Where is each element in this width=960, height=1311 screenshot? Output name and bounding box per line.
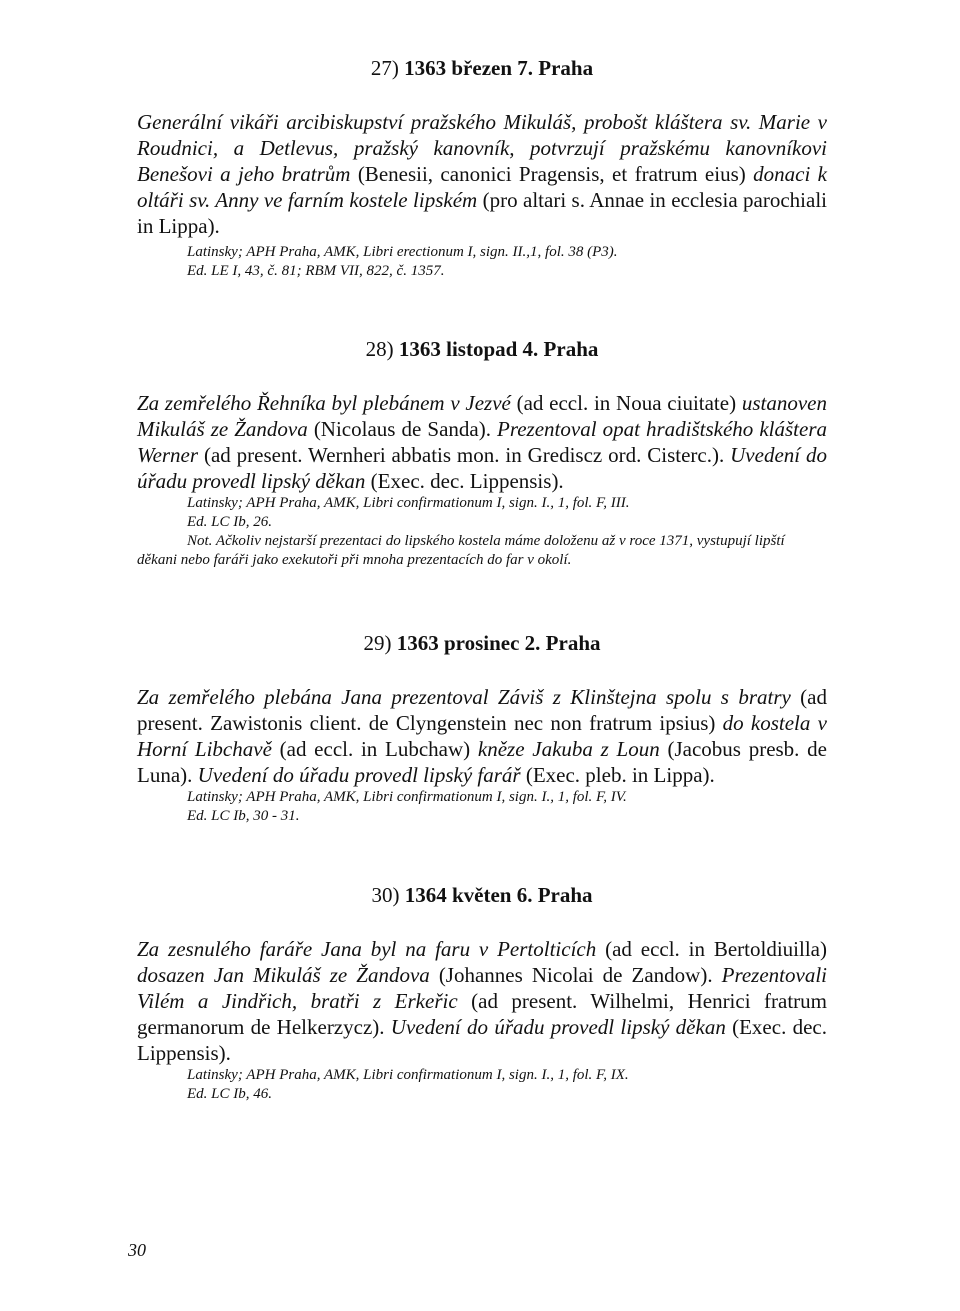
regest-segment: Za zesnulého faráře Jana byl na faru v Pertolticích [137,937,597,961]
regest-segment: Prezentoval opat hradištského kláštera Werner [137,417,828,467]
regest-segment: (Exec. dec. Lippensis). [365,469,564,493]
regest-segment: Uvedení do úřadu provedl lipský farář [197,763,521,787]
regest-segment: dosazen Jan Mikuláš ze Žandova [137,963,430,987]
entry-28 [137,336,827,570]
regest-segment: (ad eccl. in Bertoldiuilla) [596,937,827,961]
entry-heading [137,336,827,362]
regest-segment: (Benesii, canonici Pragensis, et fratrum eius) [350,162,754,186]
edition-note: Ed. LE I, 43, č. 81; RBM VII, 822, č. 1357. [187,263,445,279]
edition-note: Ed. LC Ib, 30 - 31. [187,808,300,824]
entry-number: 27) [370,56,399,80]
entry-30 [137,882,827,1104]
regest-segment: (Nicolaus de Sanda). [307,417,498,441]
regest-segment: (pro altari s. Annae in ecclesia parochiali in Lippa). [137,188,828,238]
regest-segment: Uvedení do úřadu provedl lipský děkan [390,1015,726,1039]
source-note: Latinsky; APH Praha, AMK, Libri confirmationum I, sign. I., 1, fol. F, IV. [187,789,627,805]
entry-heading [137,882,827,908]
entry-date: 1363 březen 7. Praha [404,56,594,80]
regest-segment: (ad present. Wernheri abbatis mon. in Grediscz ord. Cisterc.). [198,443,731,467]
regest-segment: (ad eccl. in Noua ciuitate) [510,391,742,415]
regest-text [137,936,827,1066]
entry-heading [137,630,827,656]
page-number: 30 [128,1240,146,1260]
entry-27 [137,55,827,281]
regest-segment: Za zemřelého Řehníka byl plebánem v Jezvé [137,391,511,415]
regest-segment: Uvedení do úřadu provedl lipský děkan [137,443,827,493]
entry-date: 1363 prosinec 2. Praha [396,631,601,655]
edition-note: Ed. LC Ib, 46. [187,1086,273,1102]
entry-date: 1364 květen 6. Praha [404,883,593,907]
source-note: Latinsky; APH Praha, AMK, Libri confirmationum I, sign. I., 1, fol. F, IX. [187,1067,629,1083]
regest-segment: (ad present. Wilhelmi, Henrici fratrum germanorum de Helkerzycz). [137,989,827,1039]
regest-segment: (ad present. Zawistonis client. de Clyngenstein nec non fratrum ipsius) [137,685,827,735]
entry-number: 28) [365,337,394,361]
regest-segment: ustanoven Mikuláš ze Žandova [137,391,827,441]
source-note: Latinsky; APH Praha, AMK, Libri confirmationum I, sign. I., 1, fol. F, III. [187,495,630,511]
edition-note: Ed. LC Ib, 26. [187,514,273,530]
entry-29 [137,630,827,826]
regest-text [137,684,827,788]
regest-segment: Generální vikáři arcibiskupství pražského Mikuláš, probošt kláštera sv. Marie v Roudnici, a Detlevus, pražský kanovník, potvrzují pražskému kanovníkovi Benešovi a jeho bratrům [137,110,827,186]
regest-segment: Za zemřelého plebána Jana prezentoval Záviš z Klinštejna spolu s bratry [137,685,791,709]
entry-date: 1363 listopad 4. Praha [398,337,599,361]
regest-text [137,109,827,239]
regest-segment: (Jacobus presb. de Luna). [137,737,827,787]
regest-segment: (Exec. pleb. in Lippa). [520,763,715,787]
regest-segment: Prezentovali Vilém a Jindřich, bratři z Erkeřic [137,963,827,1013]
regest-segment: donaci k oltáři sv. Anny ve farním kostele lipském [137,162,827,212]
commentary-note: Not. Ačkoliv nejstarší prezentaci do lipského kostela máme doloženu až v roce 1371, vystupují lipští děkani nebo faráři jako exekutoři při mnoha prezentacích do far v okolí. [137,533,785,568]
regest-segment: (ad eccl. in Lubchaw) [271,737,478,761]
regest-segment: do kostela v Horní Libchavě [137,711,827,761]
entry-heading [137,55,827,81]
regest-segment: (Johannes Nicolai de Zandow). [429,963,722,987]
source-note: Latinsky; APH Praha, AMK, Libri erectionum I, sign. II.,1, fol. 38 (P3). [187,244,618,260]
entry-number: 29) [363,631,392,655]
regest-segment: kněze Jakuba z Loun [477,737,660,761]
regest-text [137,390,827,494]
entry-number: 30) [371,883,400,907]
regest-segment: (Exec. dec. Lippensis). [137,1015,827,1065]
